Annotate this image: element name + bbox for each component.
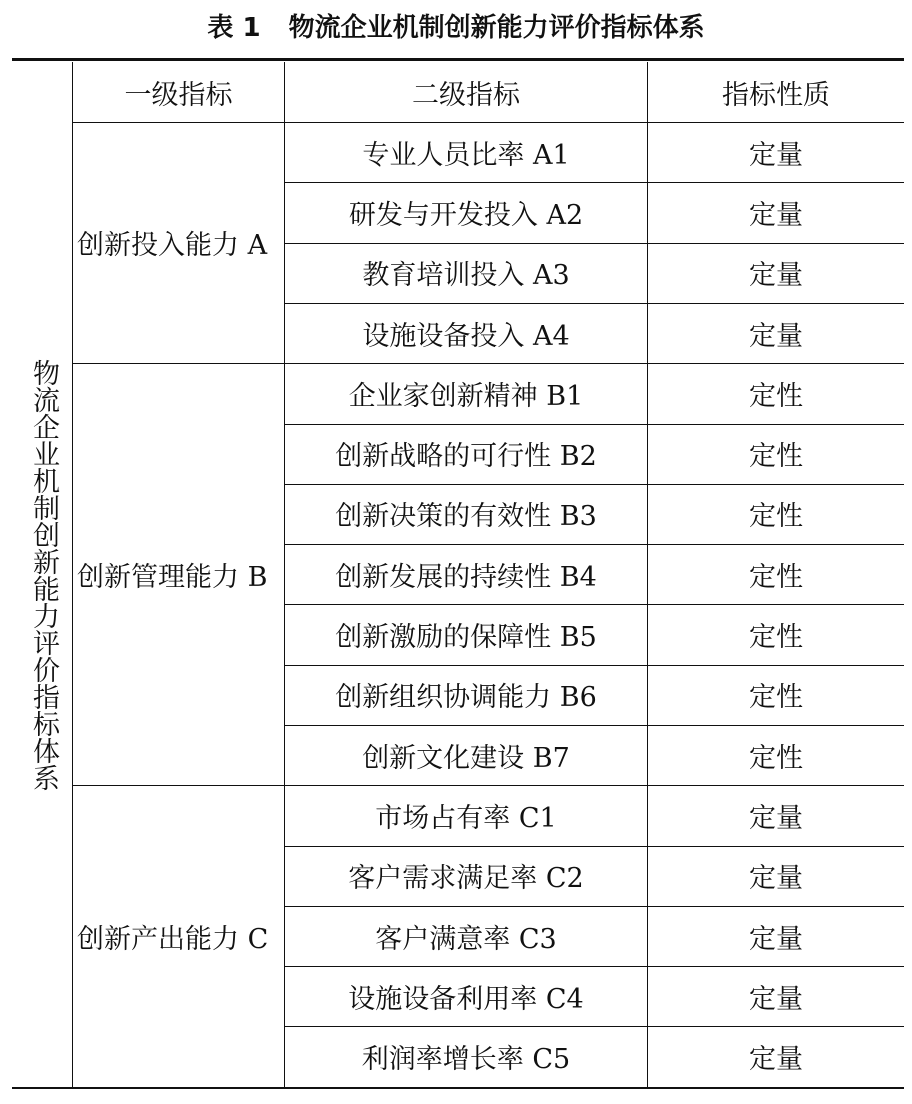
nature-cell: 定量: [749, 863, 803, 895]
group-name-cell: 创新投入能力 A: [77, 230, 268, 262]
indicator-cell: 设施设备利用率 C4: [348, 983, 584, 1015]
table-number: 表 1: [207, 13, 261, 43]
indicator-cell: 客户需求满足率 C2: [348, 863, 584, 895]
nature-cell: 定量: [749, 320, 803, 352]
table-title: [0, 8, 912, 48]
indicator-cell: 创新发展的持续性 B4: [335, 561, 597, 593]
nature-cell: 定性: [749, 561, 803, 593]
nature-cell: 定性: [749, 501, 803, 533]
col-divider-3: [647, 62, 648, 1088]
nature-cell: 定性: [749, 742, 803, 774]
indicator-cell: 专业人员比率 A1: [362, 139, 570, 171]
nature-cell: 定性: [749, 380, 803, 412]
nature-cell: 定性: [749, 622, 803, 654]
nature-cell: 定量: [749, 923, 803, 955]
nature-cell: 定量: [749, 199, 803, 231]
indicator-cell: 创新决策的有效性 B3: [335, 501, 597, 533]
group-name-cell: 创新产出能力 C: [77, 923, 269, 955]
bottom-rule: [12, 1087, 904, 1089]
indicator-cell: 创新文化建设 B7: [362, 742, 570, 774]
nature-cell: 定性: [749, 441, 803, 473]
nature-cell: 定量: [749, 802, 803, 834]
side-label: 物流企业机制创新能力评价指标体系: [28, 358, 59, 791]
table-title-text: 物流企业机制创新能力评价指标体系: [288, 13, 705, 43]
col-divider-1: [72, 62, 73, 1088]
indicator-cell: 市场占有率 C1: [375, 802, 557, 834]
nature-cell: 定量: [749, 1044, 803, 1076]
side-label-cell: [14, 62, 72, 1087]
indicator-cell: 创新战略的可行性 B2: [335, 441, 597, 473]
indicator-cell: 研发与开发投入 A2: [348, 199, 584, 231]
header-level2: 二级指标: [412, 79, 520, 111]
top-rule: [12, 58, 904, 61]
indicator-cell: 企业家创新精神 B1: [348, 380, 584, 412]
nature-cell: 定性: [749, 682, 803, 714]
nature-cell: 定量: [749, 139, 803, 171]
header-level1: 一级指标: [124, 79, 233, 111]
indicator-cell: 创新激励的保障性 B5: [335, 622, 597, 654]
indicator-cell: 教育培训投入 A3: [362, 260, 570, 292]
indicator-cell: 设施设备投入 A4: [362, 320, 570, 352]
indicator-cell: 客户满意率 C3: [375, 923, 557, 955]
group-name-cell: 创新管理能力 B: [77, 561, 268, 593]
indicator-cell: 利润率增长率 C5: [361, 1044, 571, 1076]
indicator-cell: 创新组织协调能力 B6: [335, 682, 597, 714]
nature-cell: 定量: [749, 983, 803, 1015]
header-nature: 指标性质: [722, 79, 830, 111]
nature-cell: 定量: [749, 260, 803, 292]
col-divider-2: [284, 62, 285, 1088]
